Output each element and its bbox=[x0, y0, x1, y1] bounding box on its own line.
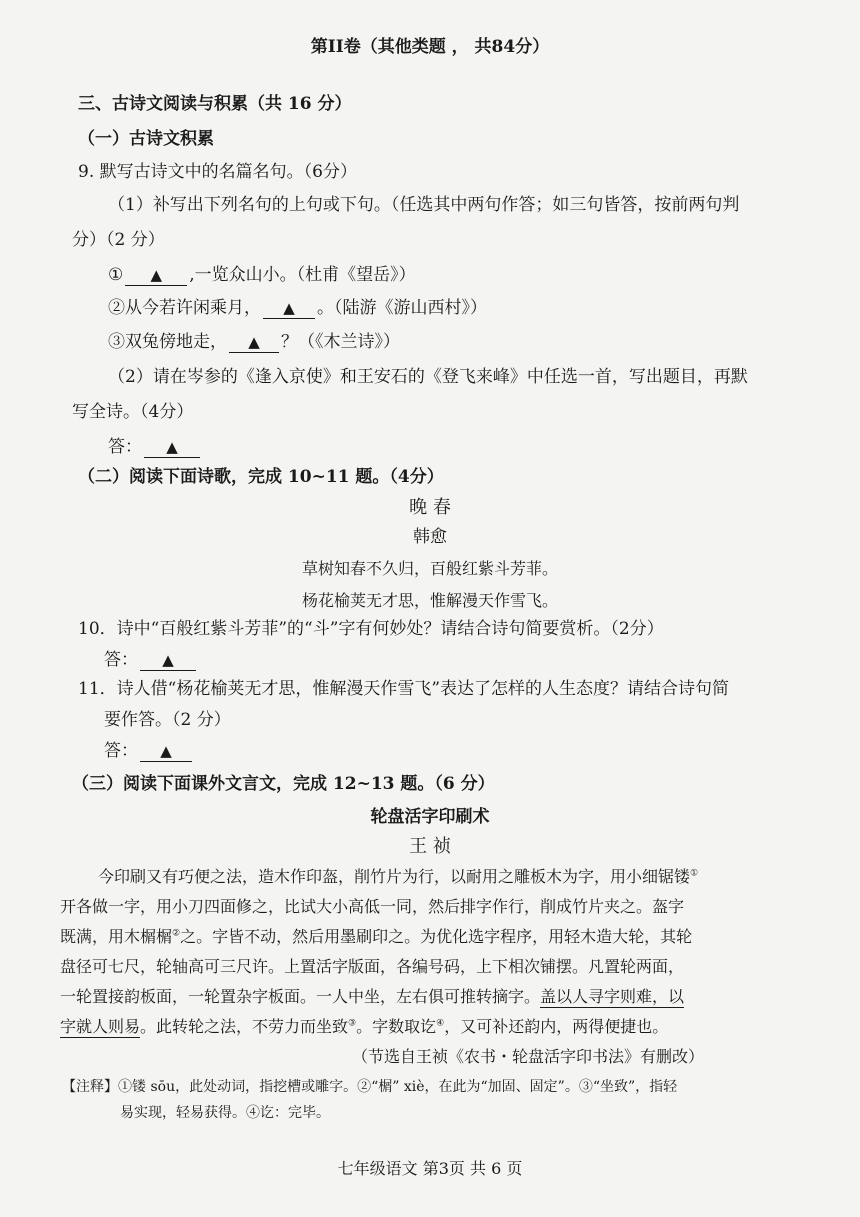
triangle-icon: ▲ bbox=[160, 742, 172, 760]
source-note: （节选自王祯《农书・轮盘活字印书法》有删改） bbox=[352, 1047, 705, 1066]
triangle-icon: ▲ bbox=[162, 651, 174, 669]
answer-blank-2[interactable] bbox=[263, 298, 315, 319]
answer-label: 答： bbox=[108, 437, 142, 457]
question-9-1-line2: 分）（2 分） bbox=[72, 230, 165, 250]
answer-blank-1[interactable] bbox=[125, 265, 187, 286]
answer-blank-10[interactable] bbox=[140, 650, 196, 671]
paragraph-line-6 bbox=[60, 1016, 668, 1038]
poem-title: 晚 春 bbox=[409, 497, 451, 518]
paragraph-line-5 bbox=[60, 986, 684, 1008]
underlined-sentence: 盖以人寻字则难，以 bbox=[540, 987, 685, 1006]
annotation-line-1: 【注释】①镂 sōu，此处动词，指挖槽或雕字。②“榍” xiè，在此为“加固、固定”。③“坐致”，指轻 bbox=[62, 1079, 678, 1095]
triangle-icon: ▲ bbox=[150, 266, 163, 284]
answer-label: 答： bbox=[104, 741, 138, 761]
question-11-line1: 11．诗人借“杨花榆荚无才思，惟解漫天作雪飞”表达了怎样的人生态度？请结合诗句简 bbox=[78, 679, 730, 699]
part3-title: 三、古诗文阅读与积累（共 16 分） bbox=[78, 94, 352, 114]
paragraph-line-3 bbox=[60, 926, 692, 948]
answer-blank-3[interactable] bbox=[229, 332, 279, 353]
answer-blank-9-2[interactable] bbox=[144, 437, 200, 458]
footnote-marker: ① bbox=[690, 868, 699, 879]
item-1-text: ,一览众山小。（杜甫《望岳》） bbox=[189, 265, 416, 285]
item-1-number: ① bbox=[108, 265, 124, 285]
question-10: 10．诗中“百般红紫斗芳菲”的“斗”字有何妙处？请结合诗句简要赏析。（2分） bbox=[78, 619, 664, 639]
paragraph-line-4: 盘径可七尺，轮轴高可三尺许。上置活字版面，各编号码，上下相次铺摆。凡置轮两面， bbox=[60, 957, 685, 976]
item-3-after: ？（《木兰诗》） bbox=[281, 332, 400, 352]
paragraph-text: 既满，用木榍榍 bbox=[60, 927, 173, 946]
question-11-line2: 要作答。（2 分） bbox=[104, 710, 231, 730]
sub3-title: （三）阅读下面课外文言文，完成 12~13 题。（6 分） bbox=[72, 774, 495, 794]
paragraph-text: 之。字皆不动，然后用墨刷印之。为优化选字程序，用轻木造大轮，其轮 bbox=[180, 927, 693, 946]
underlined-sentence: 字就人则易 bbox=[60, 1017, 141, 1036]
paragraph-text: 一轮置接韵板面，一轮置杂字板面。一人中坐，左右俱可推转摘字。 bbox=[60, 987, 541, 1006]
triangle-icon: ▲ bbox=[283, 299, 295, 317]
question-9: 9. 默写古诗文中的名篇名句。（6分） bbox=[78, 162, 357, 182]
paragraph-line-2: 开各做一字，用小刀四面修之，比试大小高低一同，然后排字作行，削成竹片夹之。盔字 bbox=[60, 897, 685, 916]
triangle-icon: ▲ bbox=[166, 438, 178, 456]
annotation-line-2: 易实现，轻易获得。④讫：完毕。 bbox=[120, 1105, 330, 1121]
paragraph-text: ，又可补还韵内，两得便捷也。 bbox=[444, 1017, 669, 1036]
poem-line-1: 草树知春不久归，百般红紫斗芳菲。 bbox=[301, 559, 558, 578]
paragraph-text: 。此转轮之法，不劳力而坐致 bbox=[140, 1017, 349, 1036]
text-title: 轮盘活字印刷术 bbox=[370, 807, 490, 827]
text-author: 王 祯 bbox=[409, 836, 451, 857]
footnote-marker: ② bbox=[172, 928, 181, 939]
answer-row-11 bbox=[104, 740, 194, 762]
sub1-title: （一）古诗文积累 bbox=[78, 129, 214, 149]
answer-row-10 bbox=[104, 649, 198, 671]
answer-row-9-2 bbox=[108, 436, 202, 458]
triangle-icon: ▲ bbox=[248, 333, 260, 351]
paragraph-line-1 bbox=[98, 866, 698, 888]
paragraph-text: 。字数取讫 bbox=[356, 1017, 437, 1036]
page-footer: 七年级语文 第3页 共 6 页 bbox=[337, 1159, 523, 1178]
paragraph-text: 今印刷又有巧便之法，造木作印盔，削竹片为行，以耐用之雕板木为字，用小细锯镂 bbox=[98, 867, 691, 886]
answer-label: 答： bbox=[104, 650, 138, 670]
item-3-before: ③双兔傍地走， bbox=[108, 332, 227, 352]
item-2-after: 。（陆游《游山西村》） bbox=[317, 298, 487, 318]
section-header: 第II卷（其他类题 ， 共84分） bbox=[310, 37, 550, 57]
question-9-2-line2: 写全诗。（4分） bbox=[72, 402, 194, 422]
footnote-marker: ③ bbox=[348, 1018, 357, 1029]
fill-item-3 bbox=[108, 331, 400, 353]
footnote-marker: ④ bbox=[436, 1018, 445, 1029]
question-9-2-line1: （2）请在岑参的《逢入京使》和王安石的《登飞来峰》中任选一首，写出题目，再默 bbox=[108, 367, 748, 387]
poem-line-2: 杨花榆荚无才思，惟解漫天作雪飞。 bbox=[301, 591, 558, 610]
fill-item-1 bbox=[108, 264, 416, 286]
poem-author: 韩愈 bbox=[413, 527, 447, 547]
fill-item-2 bbox=[108, 297, 487, 319]
answer-blank-11[interactable] bbox=[140, 741, 192, 762]
sub2-title: （二）阅读下面诗歌，完成 10~11 题。（4分） bbox=[78, 467, 444, 487]
item-2-before: ②从今若许闲乘月， bbox=[108, 298, 261, 318]
question-9-1-line1: （1）补写出下列名句的上句或下句。（任选其中两句作答；如三句皆答，按前两句判 bbox=[108, 195, 740, 215]
